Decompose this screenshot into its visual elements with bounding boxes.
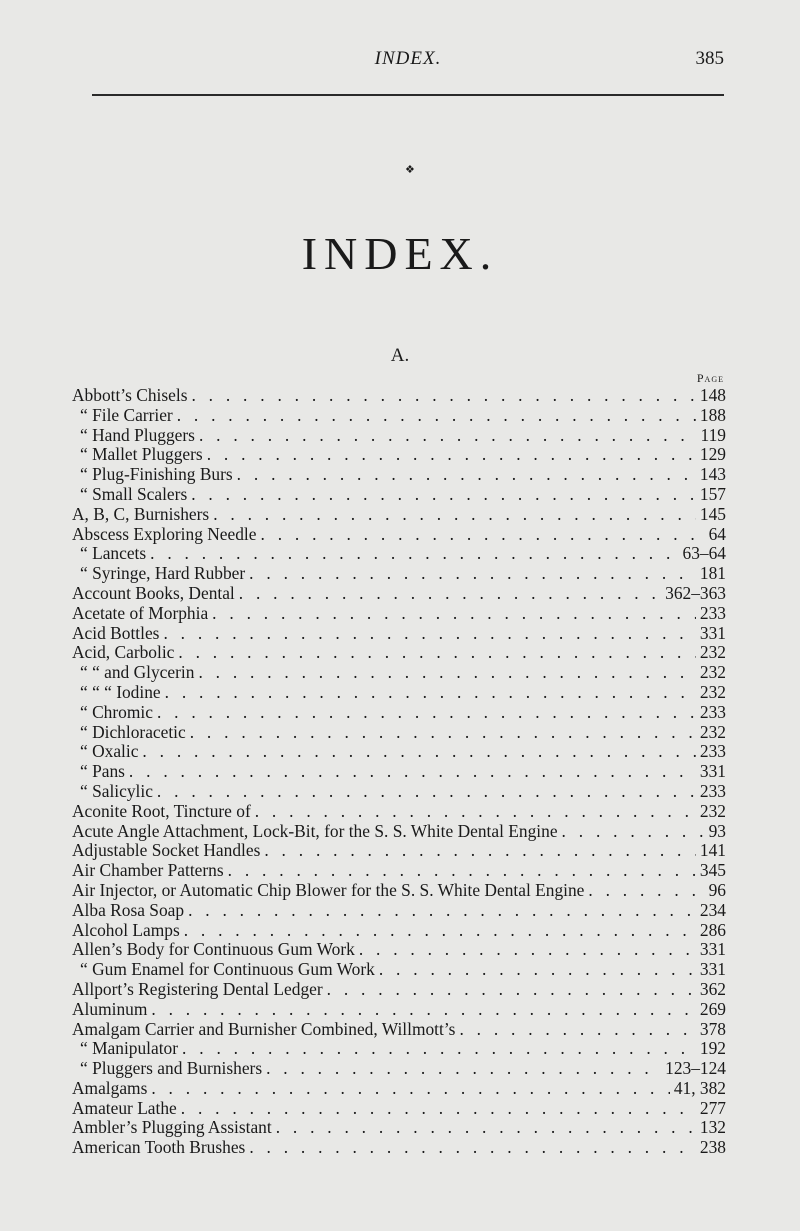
index-entry-label: Abscess Exploring Needle (72, 523, 257, 544)
dot-leader (249, 564, 696, 584)
index-entry-label: “ Oxalic (80, 741, 139, 762)
dot-leader (190, 723, 696, 743)
index-entry-label: “ Small Scalers (80, 483, 188, 504)
index-entry (72, 802, 726, 822)
index-entry (72, 525, 726, 545)
index-entry-label: “ Manipulator (80, 1038, 179, 1059)
dot-leader (459, 1020, 695, 1040)
dot-leader (562, 822, 705, 842)
index-entry-page: 129 (699, 444, 726, 465)
dot-leader (163, 624, 695, 644)
index-entry (72, 564, 726, 584)
index-entry (72, 1039, 726, 1059)
dot-leader (150, 544, 678, 564)
dot-leader (184, 921, 696, 941)
index-entry-label: “ Lancets (80, 543, 147, 564)
index-entry-page: 362–363 (665, 582, 726, 603)
index-entry-page: 157 (699, 483, 726, 504)
index-entry-label: Adjustable Socket Handles (72, 840, 261, 861)
dot-leader (199, 426, 697, 446)
dot-leader (151, 1079, 669, 1099)
index-entry-page: 233 (699, 701, 726, 722)
header-rule (92, 94, 724, 96)
index-entry (72, 762, 726, 782)
dot-leader (151, 1000, 696, 1020)
dot-leader (142, 742, 695, 762)
index-entry-label: Abbott’s Chisels (72, 385, 188, 405)
index-entry-label: Air Chamber Patterns (72, 860, 224, 881)
dot-leader (264, 841, 696, 861)
index-entry (72, 544, 726, 564)
index-entry (72, 742, 726, 762)
index-entry-label: “ File Carrier (80, 404, 173, 425)
index-entry-page: 345 (699, 860, 726, 881)
index-entry-page: 331 (699, 761, 726, 782)
dot-leader (266, 1059, 661, 1079)
index-entry-label: “ Pans (80, 761, 125, 782)
index-entry (72, 960, 726, 980)
index-entry-page: 145 (699, 503, 726, 524)
running-head-title: INDEX. (374, 48, 442, 69)
index-entry-page: 232 (699, 800, 726, 821)
index-entry-label: Amateur Lathe (72, 1097, 177, 1118)
index-entry (72, 723, 726, 743)
index-entry-label: Ambler’s Plugging Assistant (72, 1117, 272, 1138)
dot-leader (177, 406, 696, 426)
index-entry-page: 141 (699, 840, 726, 861)
index-entry (72, 881, 726, 901)
dot-leader (198, 663, 695, 683)
index-entry (72, 841, 726, 861)
index-entry-page: 233 (699, 602, 726, 623)
section-heading: A. (390, 345, 410, 366)
dot-leader (178, 643, 696, 663)
index-entry-page: 234 (699, 899, 726, 920)
index-entry-page: 232 (699, 662, 726, 683)
index-entry-label: Acid Bottles (72, 622, 160, 643)
index-entry-page: 148 (699, 385, 726, 405)
index-entry-page: 331 (699, 939, 726, 960)
index-entry-label: Amalgam Carrier and Burnisher Combined, Willmott’s (72, 1018, 456, 1039)
index-entry-label: “ Pluggers and Burnishers (80, 1058, 263, 1079)
index-entry (72, 980, 726, 1000)
index-entry-label: Acetate of Morphia (72, 602, 209, 623)
running-head (92, 48, 724, 78)
index-entry (72, 485, 726, 505)
dot-leader (327, 980, 696, 1000)
dot-leader (188, 901, 696, 921)
index-list (72, 386, 726, 1158)
index-entry (72, 465, 726, 485)
index-entry (72, 940, 726, 960)
index-entry (72, 703, 726, 723)
index-entry-label: “ Salicylic (80, 780, 153, 801)
index-entry-page: 277 (699, 1097, 726, 1118)
dot-leader (276, 1118, 696, 1138)
index-entry (72, 683, 726, 703)
index-entry-page: 331 (699, 622, 726, 643)
page-title: INDEX. (301, 227, 499, 279)
dot-leader (182, 1039, 696, 1059)
index-entry-page: 286 (699, 919, 726, 940)
dot-leader (261, 525, 705, 545)
index-entry-page: 143 (699, 464, 726, 485)
index-entry-label: Amalgams (72, 1077, 148, 1098)
index-entry (72, 584, 726, 604)
index-entry (72, 643, 726, 663)
index-entry-label: Allen’s Body for Continuous Gum Work (72, 939, 355, 960)
index-entry-label: Alba Rosa Soap (72, 899, 185, 920)
index-entry-page: 96 (708, 879, 726, 900)
index-entry (72, 505, 726, 525)
dot-leader (212, 604, 696, 624)
index-entry-label: “ Plug-Finishing Burs (80, 464, 233, 485)
dot-leader (239, 584, 661, 604)
index-entry (72, 426, 726, 446)
index-entry-page: 232 (699, 642, 726, 663)
dot-leader (228, 861, 696, 881)
index-entry (72, 782, 726, 802)
index-entry-page: 238 (699, 1137, 726, 1158)
index-entry-label: Alcohol Lamps (72, 919, 180, 940)
index-entry-page: 269 (699, 998, 726, 1019)
index-entry (72, 1059, 726, 1079)
index-entry-page: 188 (699, 404, 726, 425)
ornament-icon: ❖ (405, 164, 415, 176)
index-entry (72, 1118, 726, 1138)
index-entry-page: 233 (699, 741, 726, 762)
index-entry (72, 1020, 726, 1040)
index-entry (72, 822, 726, 842)
index-entry-page: 132 (699, 1117, 726, 1138)
dot-leader (207, 445, 696, 465)
index-entry (72, 1000, 726, 1020)
index-entry (72, 1138, 726, 1158)
dot-leader (181, 1099, 696, 1119)
dot-leader (359, 940, 696, 960)
dot-leader (588, 881, 704, 901)
index-entry-page: 232 (699, 721, 726, 742)
index-entry-label: “ Chromic (80, 701, 153, 722)
index-entry-page: 41, 382 (673, 1077, 726, 1098)
index-entry-page: 181 (699, 563, 726, 584)
running-head-page-number: 385 (695, 48, 724, 69)
index-entry-page: 233 (699, 780, 726, 801)
index-entry (72, 1079, 726, 1099)
dot-leader (379, 960, 696, 980)
dot-leader (255, 802, 696, 822)
index-entry (72, 386, 726, 406)
index-entry (72, 901, 726, 921)
index-entry-label: “ Hand Pluggers (80, 424, 195, 445)
index-entry-page: 64 (708, 523, 726, 544)
index-entry-page: 331 (699, 959, 726, 980)
index-entry-label: Account Books, Dental (72, 582, 235, 603)
index-entry-label: A, B, C, Burnishers (72, 503, 210, 524)
index-entry-label: American Tooth Brushes (72, 1137, 246, 1158)
index-entry (72, 445, 726, 465)
index-entry-page: 119 (700, 424, 726, 445)
index-entry-label: “ Gum Enamel for Continuous Gum Work (80, 959, 375, 980)
index-entry-label: Allport’s Registering Dental Ledger (72, 978, 323, 999)
index-entry-page: 232 (699, 681, 726, 702)
index-entry (72, 406, 726, 426)
index-entry-label: “ Syringe, Hard Rubber (80, 563, 246, 584)
index-entry-page: 93 (708, 820, 726, 841)
dot-leader (129, 762, 696, 782)
dot-leader (157, 782, 696, 802)
index-entry-label: Air Injector, or Automatic Chip Blower for the S. S. White Dental Engine (72, 879, 585, 900)
dot-leader (237, 465, 696, 485)
dot-leader (165, 683, 696, 703)
index-entry-label: “ “ “ Iodine (80, 681, 161, 702)
dot-leader (157, 703, 696, 723)
dot-leader (191, 485, 696, 505)
index-entry-label: Acute Angle Attachment, Lock-Bit, for the S. S. White Dental Engine (72, 820, 558, 841)
index-entry-label: Aluminum (72, 998, 148, 1019)
index-entry (72, 1099, 726, 1119)
dot-leader (249, 1138, 696, 1158)
index-entry-label: Acid, Carbolic (72, 642, 175, 663)
index-entry (72, 663, 726, 683)
dot-leader (191, 386, 695, 406)
index-entry-page: 192 (699, 1038, 726, 1059)
index-entry-label: “ Dichloracetic (80, 721, 186, 742)
index-entry-page: 123–124 (665, 1058, 726, 1079)
index-entry-label: “ “ and Glycerin (80, 662, 195, 683)
index-entry (72, 861, 726, 881)
index-entry (72, 624, 726, 644)
index-entry-label: Aconite Root, Tincture of (72, 800, 251, 821)
dot-leader (213, 505, 696, 525)
page-column-label: Page (696, 371, 724, 385)
index-entry (72, 921, 726, 941)
index-entry-page: 362 (699, 978, 726, 999)
index-entry-page: 378 (699, 1018, 726, 1039)
index-entry (72, 604, 726, 624)
index-entry-label: “ Mallet Pluggers (80, 444, 203, 465)
index-entry-page: 63–64 (682, 543, 726, 564)
